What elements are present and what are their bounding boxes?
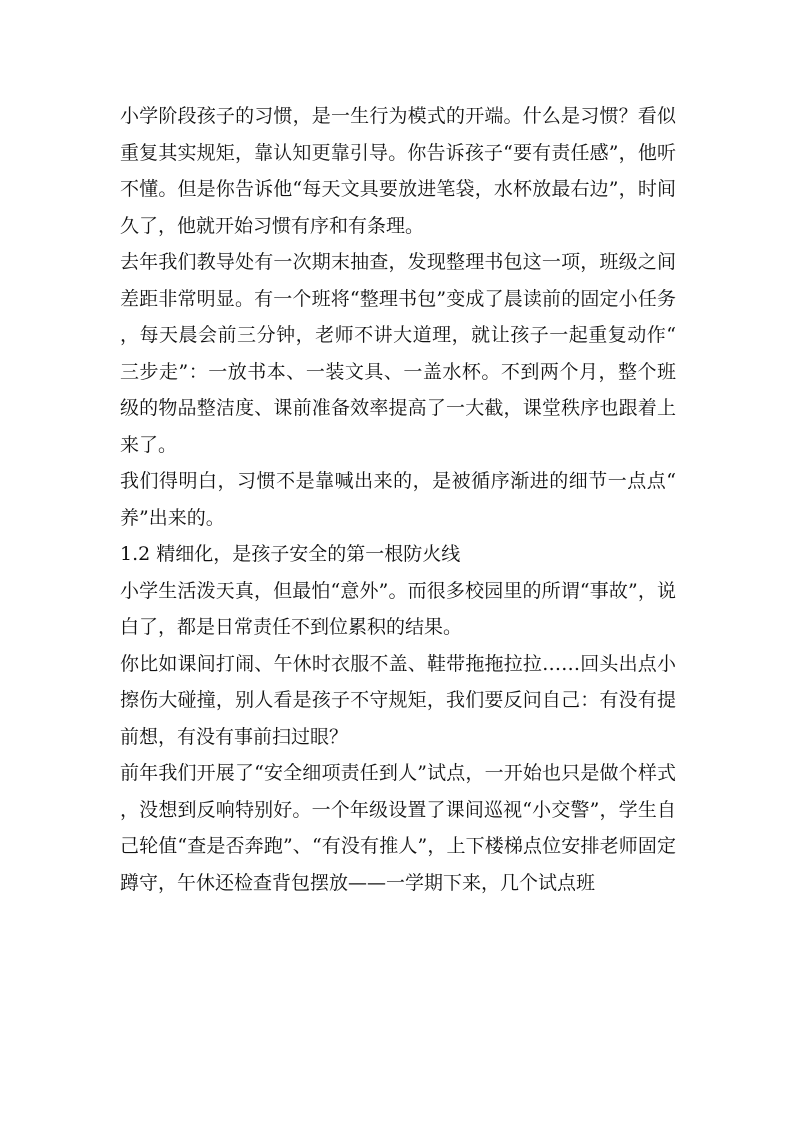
paragraph-safety-pilot: 前年我们开展了“安全细项责任到人”试点，一开始也只是做个样式，没想到反响特别好。一个年级设置了课间巡视“小交警”，学生自己轮值“查是否奔跑”、“有没有推人”，上下楼梯点位安排老师固定蹲守，午休还检查背包摆放——一学期下来，几个试点班 <box>120 762 676 894</box>
paragraph-habits-intro: 小学阶段孩子的习惯，是一生行为模式的开端。什么是习惯？看似重复其实规矩，靠认知更靠引导。你告诉孩子“要有责任感”，他听不懂。但是你告诉他“每天文具要放进笔袋，水杯放最右边”，时间久了，他就开始习惯有序和有条理。 <box>120 105 676 237</box>
section-heading-1-2: 1.2 精细化，是孩子安全的第一根防火线 <box>120 543 461 565</box>
paragraph-safety-intro: 小学生活泼天真，但最怕“意外”。而很多校园里的所谓“事故”，说白了，都是日常责任不到位累积的结果。 <box>120 579 676 638</box>
document-body <box>120 98 676 901</box>
paragraph-habits-conclusion: 我们得明白，习惯不是靠喊出来的，是被循序渐进的细节一点点“养”出来的。 <box>120 470 676 529</box>
paragraph-schoolbag-inspection: 去年我们教导处有一次期末抽查，发现整理书包这一项，班级之间差距非常明显。有一个班将“整理书包”变成了晨读前的固定小任务，每天晨会前三分钟，老师不讲大道理，就让孩子一起重复动作“三步走”：一放书本、一装文具、一盖水杯。不到两个月，整个班级的物品整洁度、课前准备效率提高了一大截，课堂秩序也跟着上来了。 <box>120 251 676 456</box>
paragraph-safety-examples: 你比如课间打闹、午休时衣服不盖、鞋带拖拖拉拉……回头出点小擦伤大碰撞，别人看是孩子不守规矩，我们要反问自己：有没有提前想，有没有事前扫过眼？ <box>120 652 676 748</box>
